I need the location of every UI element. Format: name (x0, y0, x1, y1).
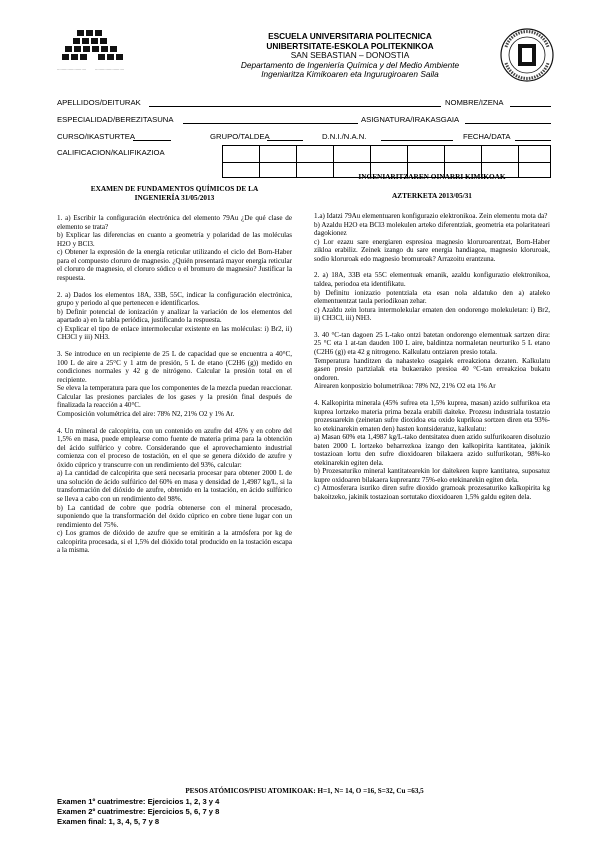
grupo-field[interactable] (267, 140, 303, 141)
question-1-es: 1. a) Escribir la configuración electrónica del elemento 79Au ¿De qué clase de elemento se trata? b) Explicar las diferencias en cuanto a geometría y polaridad de las moléculas H2O y BCl3. c) Obtener la expresión de la energía reticular utilizando el ciclo del Born-Haber para el compuesto cloruro de magnesio. ¿Quién presentará mayor energía reticular el cloruro de magnesio, el cloruro sódico o el bromuro de magnesio? Justificar la respuesta. (57, 214, 292, 282)
question-4-es: 4. Un mineral de calcopirita, con un contenido en azufre del 45% y en cobre del 1,5% en masa, puede emplearse como fuente de materia prima para la obtención del ácido sulfúrico y cobre. Considerando que el aprovechamiento industrial comienza con el proceso de tostación, en el que se genera dióxido de azufre y óxido cúprico y transcurre con un rendimiento del 93%, calcular: a) La cantidad de calcopirita que será necesaria procesar para obtener 2000 L de una solución de ácido sulfúrico del 60% en masa y densidad de 1,4987 kg/L, si la transformación del dióxido de azufre, obtenido en la tostación, en ácido sulfúrico se lleva a cabo con un rendimiento del 98%. b) La cantidad de cobre que podría obtenerse con el mineral procesado, suponiendo que la transformación del óxido cúprico en cobre tiene lugar con un rendimiento del 75%. c) Los gramos de dióxido de azufre que se emitirán a la atmósfera por kg de calcopirita procesada, si el 1,5% del dióxido total producido en la tostación escapa a la misma. (57, 426, 292, 555)
apellidos-field[interactable] (149, 106, 441, 107)
exam-title-eu-1: INGENIARITZAREN OINARRI KIMIKOAK (358, 172, 506, 181)
label-asignatura: ASIGNATURA/IRAKASGAIA (361, 115, 460, 124)
form-row-1 (55, 94, 551, 111)
label-nombre: NOMBRE/IZENA (445, 98, 504, 107)
label-especialidad: ESPECIALIDAD/BEREZITASUNA (57, 115, 174, 124)
atomic-weights: PESOS ATÓMICOS/PISU ATOMIKOAK: H=1, N= 14, O =16, S=32, Cu =63,5 (185, 787, 424, 795)
question-3-eu: 3. 40 °C-tan dagoen 25 L-tako ontzi batetan ondorengo elementuak sartzen dira: 25 °C eta 1 at-tan dauden 100 L aire, baldintza normaletan neurturiko 5 L etano (C2H6 (g)) eta 42 g nitrogeno. Kalkulatu ontziaren presio totala. Temperatura handitzen da nahasteko osagaiek erreakziona dezaten. Kalkulatu gasen presio partzialak eta bukaerako presioa 40 °C-tan erreakzioa bukatu ondoren. Airearen konposizio bolumetrikoa: 78% N2, 21% O2 eta 1% Ar (314, 330, 550, 391)
question-1-eu: 1.a) Idatzi 79Au elementuaren konfigurazio elektronikoa. Zein elementu mota da? b) Azaldu H2O eta BCl3 molekulen arteko diferentziak, geometria eta polaritateari dagokionez c) Lor ezazu sare energiaren espresioa magnesio kloruroarentzat, Born-Haber zikloa erabiliz. Zeinek izango du sare energia handiagoa, magnesio kloruroak, sodio kloruroak edo magnesio bromuroak? Arrazoitu erantzuna. (314, 212, 550, 263)
university-logo (57, 28, 127, 78)
school-name-eu: UNIBERTSITATE-ESKOLA POLITEKNIKOA (266, 40, 434, 51)
label-dni: D.N.I./N.A.N. (322, 132, 367, 141)
grid-mid-line (223, 162, 550, 163)
question-3-es: 3. Se introduce en un recipiente de 25 L de capacidad que se encuentra a 40°C, 100 L de aire a 25°C y 1 atm de presión, 5 L de etano (C2H6 (g)) medido en condiciones normales y 42 g de nitrógeno. Calcular la presión total en el recipiente. Se eleva la temperatura para que los componentes de la mezcla puedan reaccionar. Calcular las presiones parciales de los gases y la presión final después de finalizada la reacción a 40°C. Composición volumétrica del aire: 78% N2, 21% O2 y 1% Ar. (57, 350, 292, 418)
school-seal-logo (498, 25, 556, 85)
curso-field[interactable] (133, 140, 171, 141)
header-block (230, 32, 470, 80)
label-apellidos: APELLIDOS/DEITURAK (57, 98, 141, 107)
logo-caption-right: ························· (95, 68, 125, 72)
dni-field[interactable] (381, 140, 453, 141)
exam-title-eu-2: AZTERKETA 2013/05/31 (392, 191, 472, 200)
exam-column-basque (314, 172, 550, 510)
label-fecha: FECHA/DATA (463, 132, 511, 141)
question-2-eu: 2. a) 18A, 33B eta 55C elementuak emanik, azaldu konfigurazio elektronikoa, taldea, periodoa eta identifikatu. b) Definitu ionizazio potentziala eta esan nola aldatuko den a) ataleko elementuentzat taula periodikoan zehar. c) Azaldu zein lotura intermolekular ematen den ondorengo molekuletan: i) Br2, ii) CH3Cl, iii) NH3. (314, 271, 550, 323)
exam-column-spanish (57, 184, 292, 563)
school-name-es: ESCUELA UNIVERSITARIA POLITECNICA (268, 31, 432, 41)
department-es: Departamento de Ingeniería Química y del Medio Ambiente (240, 59, 460, 70)
fecha-field[interactable] (515, 140, 551, 141)
nombre-field[interactable] (510, 106, 551, 107)
school-city: SAN SEBASTIAN – DONOSTIA (290, 50, 410, 60)
department-eu: Ingeniaritza Kimikoaren eta Ingurugiroaren Saila (261, 69, 439, 79)
question-2-es: 2. a) Dados los elementos 18A, 33B, 55C, indicar la configuración electrónica, grupo y periodo al que pertenecen e identificarlos. b) Definir potencial de ionización y analizar la variación de los elementos del apartado a) en la tabla periódica, justificando la respuesta. c) Explicar el tipo de enlace intermolecular existente en las moléculas: i) Br2, ii) CH3Cl y iii) NH3. (57, 290, 292, 342)
form-row-3 (55, 128, 551, 145)
label-curso: CURSO/IKASTURTEA (57, 132, 136, 141)
label-calificacion: CALIFICACION/KALIFIKAZIOA (57, 148, 165, 157)
exam-title-es-1: EXAMEN DE FUNDAMENTOS QUÍMICOS DE LA (90, 184, 259, 193)
asignatura-field[interactable] (465, 123, 551, 124)
exam-note-1: Examen 1º cuatrimestre: Ejercicios 1, 2, 3 y 4 (57, 797, 220, 806)
especialidad-field[interactable] (183, 123, 358, 124)
exam-title-es-2: INGENIERÍA 31/05/2013 (134, 193, 215, 202)
form-row-2 (55, 111, 551, 128)
exam-note-3: Examen final: 1, 3, 4, 5, 7 y 8 (57, 817, 160, 826)
question-4-eu: 4. Kalkopirita minerala (45% sufrea eta 1,5% kuprea, masan) azido sulfurikoa eta kuprea lortzeko materia prima bezala erabili daiteke. Prozesu industriala tostatzio prozesuarekin (zeinetan sufre dioxidoa eta oxido kuprikoa sortzen diren eta 93%-ko etekinarekin ematen den) hasten kontsideratuz, kalkulatu: a) Masan 60% eta 1,4987 kg/L-tako dentsitatea duen azido sulfurikoaren disoluzio baten 2000 L lortzeko beharrezkoa izango den kalkopirita kantitatea, jakinik tostazioan lortu den sufre dioxidoaren bilakaera azido sulfurikotan, 98%-ko etekinarekin egiten dela. b) Prozesaturiko mineral kantitatearekin lor daitekeen kupre kantitatea, suposatuz kupre oxidoaren bilakaera kuprerantz 75%-eko etekinarekin egiten dela. c) Atmosferara isuriko diren sufre dioxido gramoak prozesaturiko kalkopirita kg bakoitzeko, jakinik tostazioan sortutako dioxidoaren 1,5% galdu egiten dela. (314, 398, 550, 501)
logo-caption-left: ························· (57, 68, 87, 72)
label-grupo: GRUPO/TALDEA (210, 132, 270, 141)
exam-note-2: Examen 2º cuatrimestre: Ejercicios 5, 6, 7 y 8 (57, 807, 220, 816)
